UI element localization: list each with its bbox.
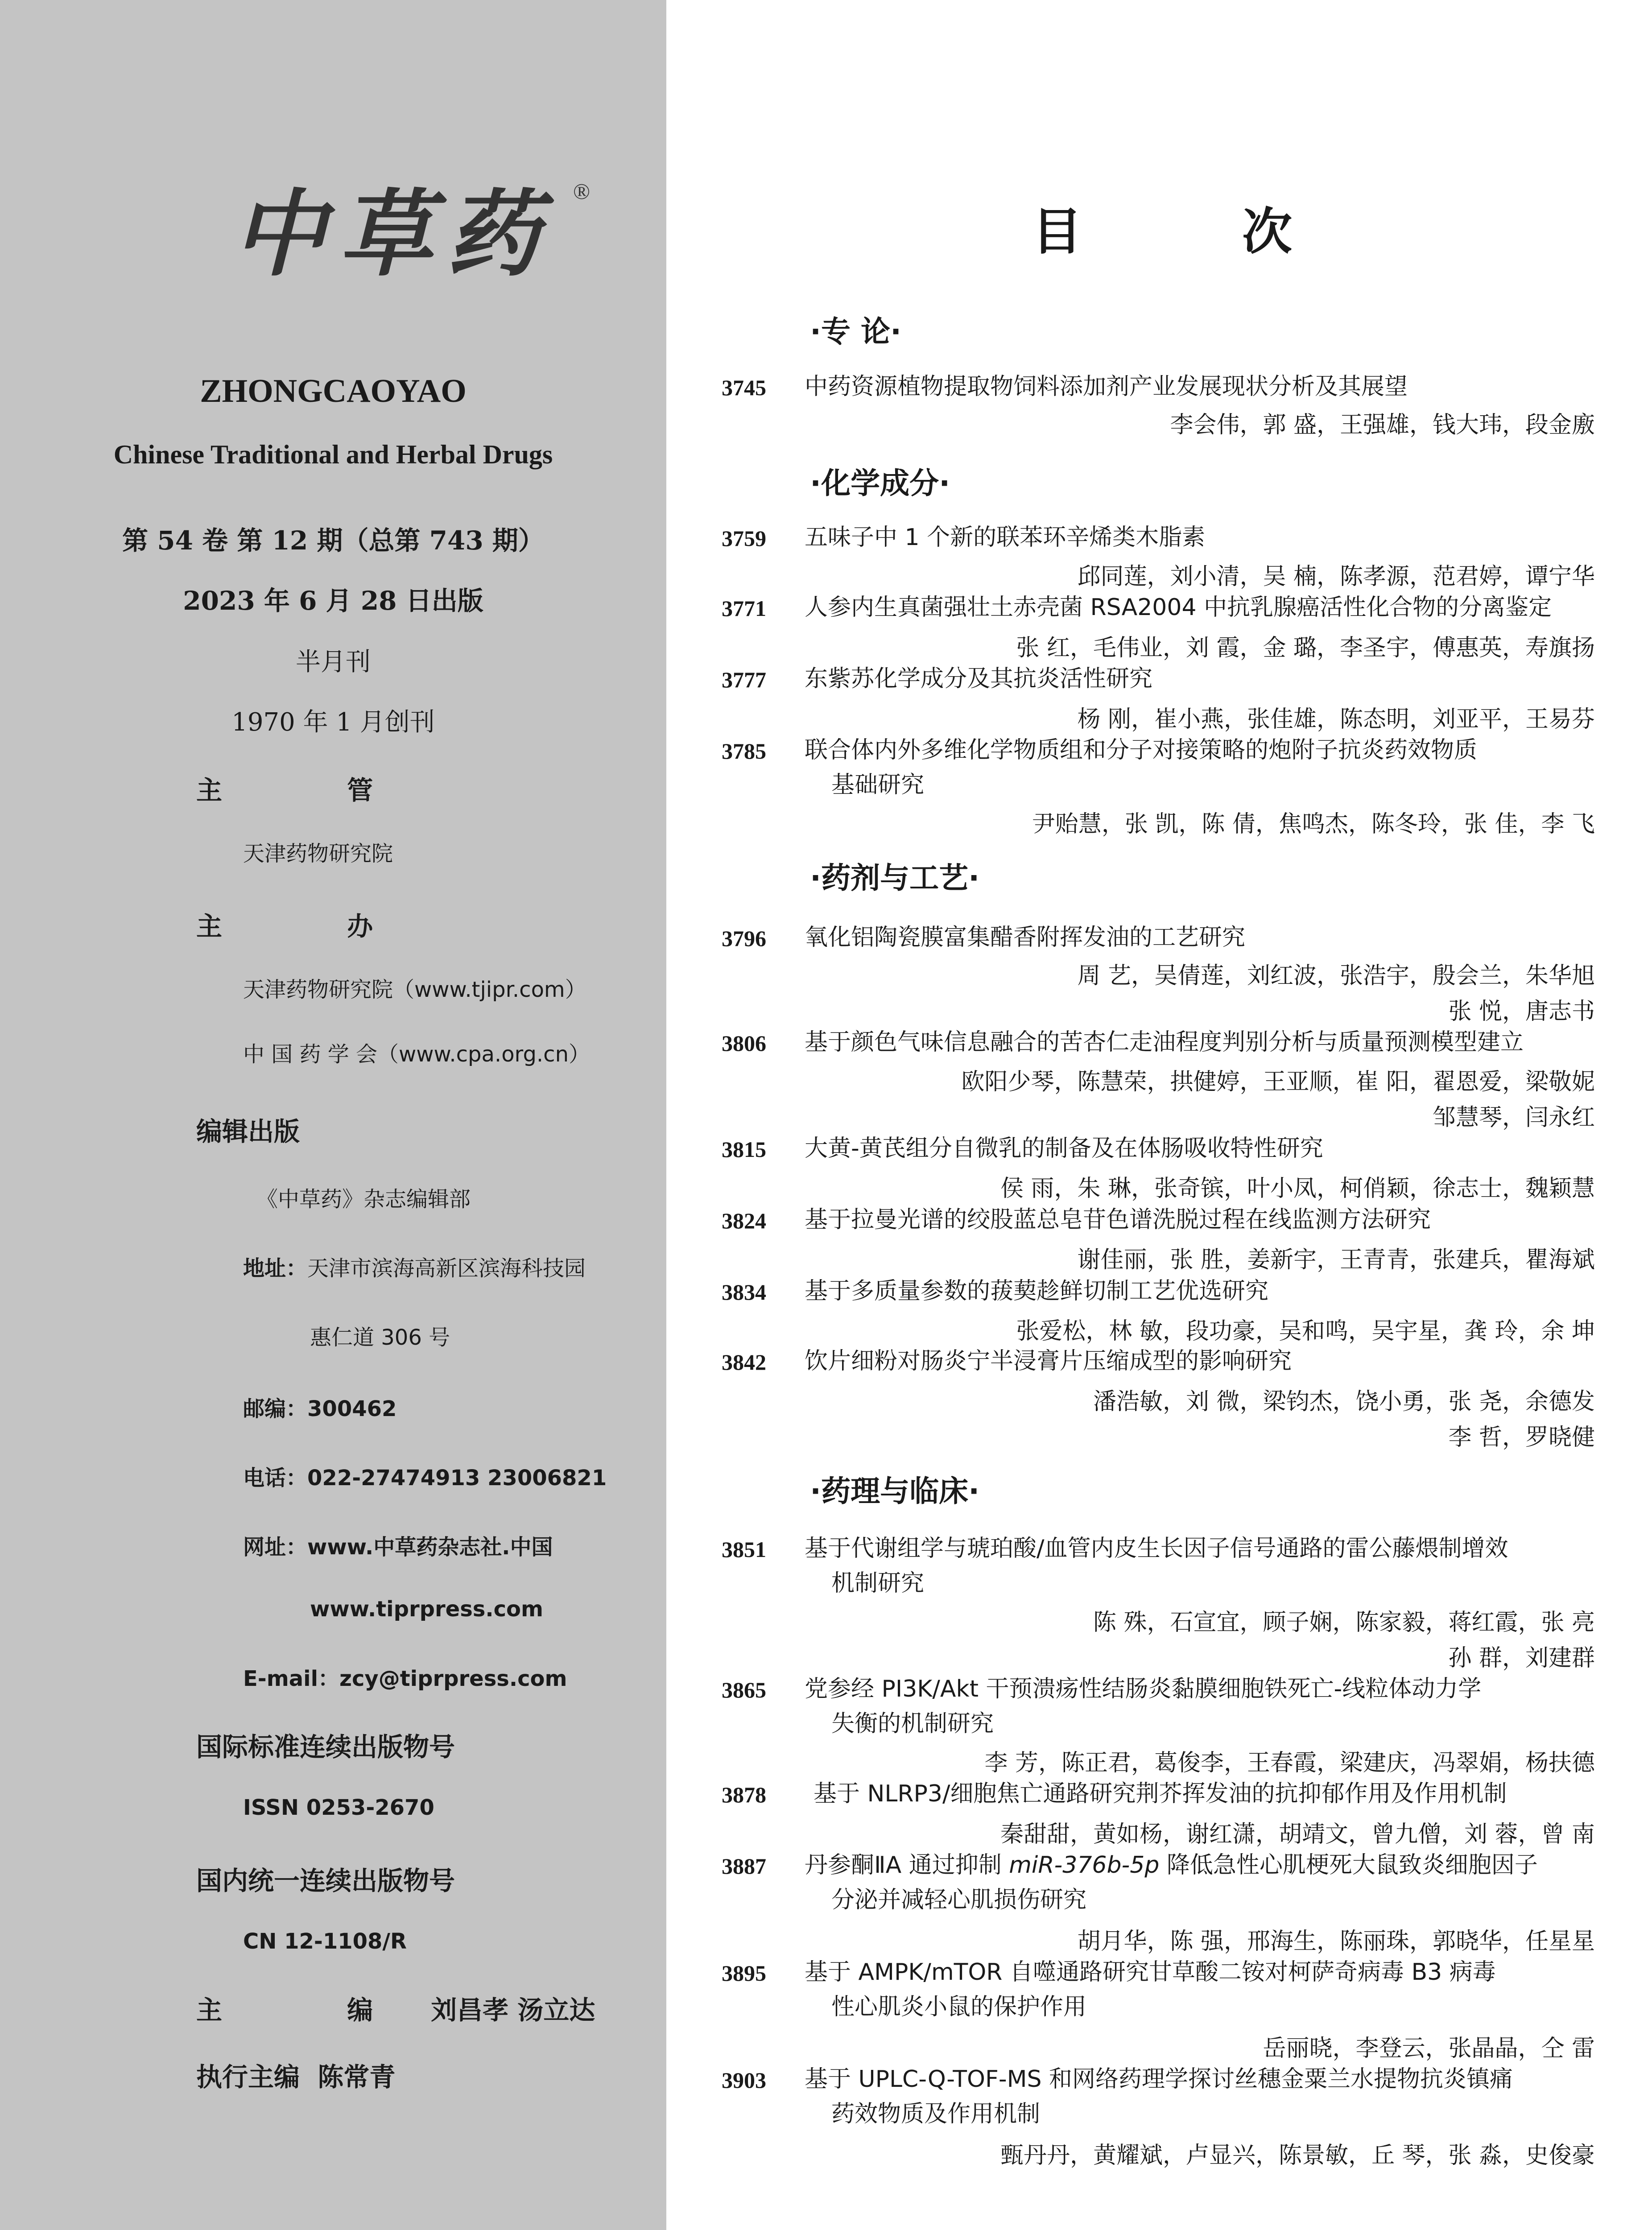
article-title[interactable]: 基于颜色气味信息融合的苦杏仁走油程度判别分析与质量预测模型建立 <box>805 1029 1524 1056</box>
article-authors-cont: 孙 群，刘建群 <box>1448 1645 1595 1672</box>
editorial-dept: 《中草药》杂志编辑部 <box>256 1187 471 1212</box>
page-number: 3895 <box>722 1961 766 1986</box>
address-line-1: 天津市滨海高新区滨海科技园 <box>307 1256 586 1281</box>
issn-label: 国际标准连续出版物号 <box>196 1732 455 1762</box>
article-authors: 潘浩敏，刘 微，梁钧杰，饶小勇，张 尧，余德发 <box>1093 1388 1595 1415</box>
article-title[interactable]: 五味子中 1 个新的联苯环辛烯类木脂素 <box>805 524 1206 551</box>
article-title-cont[interactable]: 失衡的机制研究 <box>831 1710 994 1737</box>
phone-row <box>243 1461 607 1491</box>
title-italic-part: miR-376b-5p <box>1009 1852 1160 1879</box>
web-row <box>243 1530 553 1561</box>
phone-label: 电话： <box>243 1466 308 1491</box>
article-title-cont[interactable]: 基础研究 <box>831 772 925 798</box>
page-number: 3815 <box>722 1137 766 1162</box>
frequency: 半月刊 <box>296 648 371 677</box>
article-authors: 尹贻慧，张 凯，陈 倩，焦鸣杰，陈冬玲，张 佳，李 飞 <box>1032 811 1595 838</box>
article-title[interactable]: 基于多质量参数的菝葜趁鲜切制工艺优选研究 <box>805 1278 1269 1305</box>
page-number: 3759 <box>722 526 766 551</box>
page-number: 3842 <box>722 1350 766 1375</box>
article-title-cont[interactable]: 分泌并减轻心肌损伤研究 <box>831 1887 1087 1913</box>
article-authors: 甄丹丹，黄耀斌，卢显兴，陈景敏，丘 琴，张 淼，史俊豪 <box>1000 2142 1595 2169</box>
table-of-contents <box>666 0 1652 2230</box>
article-title-cont[interactable]: 性心肌炎小鼠的保护作用 <box>831 1994 1087 2020</box>
article-title[interactable]: 饮片细粉对肠炎宁半浸膏片压缩成型的影响研究 <box>805 1348 1292 1375</box>
sponsor-label: 主 办 <box>196 911 431 942</box>
article-title[interactable]: 基于 UPLC-Q-TOF-MS 和网络药理学探讨丝穗金粟兰水提物抗炎镇痛 <box>805 2066 1513 2093</box>
chief-editor-label: 主 编 <box>196 1995 431 2025</box>
cn: CN 12-1108/R <box>243 1929 407 1954</box>
article-title[interactable]: 中药资源植物提取物饲料添加剂产业发展现状分析及其展望 <box>805 373 1408 400</box>
supervisor-label: 主 管 <box>196 775 431 805</box>
page-title: 目 次 <box>1032 203 1363 261</box>
article-authors: 杨 刚，崔小燕，张佳雄，陈态明，刘亚平，王易芬 <box>1077 706 1595 733</box>
postcode: 300462 <box>307 1396 397 1421</box>
founded-date: 1970 年 1 月创刊 <box>231 708 435 737</box>
article-authors: 岳丽晓，李登云，张晶晶，仝 雷 <box>1263 2035 1595 2062</box>
web-2[interactable]: www.tiprpress.com <box>310 1597 544 1622</box>
page-number: 3824 <box>722 1208 766 1233</box>
article-authors: 李会伟，郭 盛，王强雄，钱大玮，段金廒 <box>1170 412 1595 438</box>
address-label: 地址： <box>243 1256 308 1281</box>
exec-editor-row <box>196 2056 395 2094</box>
section-heading-review: ·专 论· <box>810 314 902 349</box>
exec-editor: 陈常青 <box>318 2062 396 2092</box>
email-row <box>243 1661 567 1692</box>
page-number: 3865 <box>722 1677 766 1702</box>
sponsor-2: 中 国 药 学 会（www.cpa.org.cn） <box>243 1042 590 1067</box>
article-title[interactable] <box>805 1847 1545 1883</box>
volume-issue: 第 54 卷 第 12 期（总第 743 期） <box>122 525 544 556</box>
page-number: 3834 <box>722 1280 766 1305</box>
page-number: 3887 <box>722 1854 766 1879</box>
article-title-cont[interactable]: 机制研究 <box>831 1570 925 1597</box>
email[interactable]: zcy@tiprpress.com <box>339 1666 567 1691</box>
article-authors: 李 芳，陈正君，葛俊李，王春霞，梁建庆，冯翠娟，杨扶德 <box>984 1750 1595 1776</box>
postcode-row <box>243 1392 396 1422</box>
exec-editor-label: 执行主编 <box>196 2062 300 2092</box>
article-authors: 张爱松，林 敏，段功豪，吴和鸣，吴宇星，龚 玲，余 坤 <box>1016 1318 1595 1345</box>
article-authors: 周 艺，吴倩莲，刘红波，张浩宇，殷会兰，朱华旭 <box>1077 962 1595 989</box>
publish-date: 2023 年 6 月 28 日出版 <box>183 586 483 616</box>
article-title[interactable]: 基于 AMPK/mTOR 自噬通路研究甘草酸二铵对柯萨奇病毒 B3 病毒 <box>805 1959 1496 1986</box>
web-1[interactable]: www.中草药杂志社.中国 <box>307 1535 553 1560</box>
editor-publisher-label: 编辑出版 <box>196 1116 300 1147</box>
article-title[interactable]: 基于 NLRP3/细胞焦亡通路研究荆芥挥发油的抗抑郁作用及作用机制 <box>814 1780 1507 1807</box>
article-authors: 欧阳少琴，陈慧荣，拱健婷，王亚顺，崔 阳，翟恩爱，梁敬妮 <box>961 1069 1595 1095</box>
address-line-2: 惠仁道 306 号 <box>310 1325 450 1350</box>
page-number: 3806 <box>722 1031 766 1056</box>
title-part: 丹参酮ⅡA 通过抑制 <box>805 1852 1009 1879</box>
registered-mark: ® <box>573 179 590 204</box>
article-authors: 陈 殊，石宣宜，顾子娴，陈家毅，蒋红霞，张 亮 <box>1093 1609 1595 1636</box>
article-title[interactable]: 大黄-黄芪组分自微乳的制备及在体肠吸收特性研究 <box>805 1135 1323 1162</box>
chief-editor: 刘昌孝 汤立达 <box>431 1995 595 2025</box>
issn: ISSN 0253-2670 <box>243 1795 434 1820</box>
chief-editor-row <box>196 1989 595 2027</box>
article-authors: 秦甜甜，黄如杨，谢红潇，胡靖文，曾九僧，刘 蓉，曾 南 <box>1000 1821 1595 1848</box>
postcode-label: 邮编： <box>243 1396 308 1421</box>
article-authors-cont: 李 哲，罗晓健 <box>1448 1424 1595 1451</box>
sponsor-1: 天津药物研究院（www.tjipr.com） <box>243 977 586 1002</box>
title-part: 降低急性心肌梗死大鼠致炎细胞因子 <box>1159 1852 1538 1879</box>
section-heading-pharmaceutics: ·药剂与工艺· <box>810 861 980 895</box>
article-authors: 侯 雨，朱 琳，张奇镔，叶小凤，柯俏颖，徐志士，魏颖慧 <box>1000 1175 1595 1202</box>
masthead-sidebar <box>0 0 666 2230</box>
article-authors-cont: 张 悦，唐志书 <box>1448 998 1595 1025</box>
page-number: 3903 <box>722 2068 766 2093</box>
email-label: E-mail： <box>243 1666 340 1691</box>
article-title[interactable]: 联合体内外多维化学物质组和分子对接策略的炮附子抗炎药效物质 <box>805 737 1478 764</box>
article-authors: 谢佳丽，张 胜，姜新宇，王青青，张建兵，瞿海斌 <box>1077 1247 1595 1273</box>
article-authors: 张 红，毛伟业，刘 霞，金 璐，李圣宇，傅惠英，寿旗扬 <box>1016 635 1595 661</box>
article-title-cont[interactable]: 药效物质及作用机制 <box>831 2101 1041 2127</box>
page-number: 3878 <box>722 1782 766 1807</box>
supervisor: 天津药物研究院 <box>243 841 393 866</box>
cn-label: 国内统一连续出版物号 <box>196 1866 455 1896</box>
article-authors-cont: 邹慧琴，闫永红 <box>1432 1104 1595 1131</box>
section-heading-pharmacology: ·药理与临床· <box>810 1474 980 1508</box>
address-row <box>243 1251 586 1282</box>
article-title[interactable]: 党参经 PI3K/Akt 干预溃疡性结肠炎黏膜细胞铁死亡-线粒体动力学 <box>805 1676 1482 1702</box>
page-number: 3785 <box>722 739 766 764</box>
journal-logo: 中草药 <box>232 179 553 289</box>
page-number: 3745 <box>722 375 766 400</box>
journal-pinyin: ZHONGCAOYAO <box>200 373 467 409</box>
page-number: 3796 <box>722 926 766 951</box>
journal-english-name: Chinese Traditional and Herbal Drugs <box>113 440 553 469</box>
article-title[interactable]: 人参内生真菌强壮土赤壳菌 RSA2004 中抗乳腺癌活性化合物的分离鉴定 <box>805 594 1552 621</box>
article-title[interactable]: 基于代谢组学与琥珀酸/血管内皮生长因子信号通路的雷公藤煨制增效 <box>805 1535 1508 1562</box>
page-number: 3777 <box>722 667 766 692</box>
page-number: 3771 <box>722 596 766 621</box>
article-title[interactable]: 氧化铝陶瓷膜富集醋香附挥发油的工艺研究 <box>805 924 1246 951</box>
page-number: 3851 <box>722 1537 766 1562</box>
article-authors: 胡月华，陈 强，邢海生，陈丽珠，郭晓华，任星星 <box>1077 1928 1595 1955</box>
section-heading-chemistry: ·化学成分· <box>810 466 950 500</box>
phone: 022-27474913 23006821 <box>307 1466 607 1491</box>
web-label: 网址： <box>243 1535 308 1560</box>
article-authors: 邱同莲，刘小清，吴 楠，陈孝源，范君婷，谭宁华 <box>1077 563 1595 590</box>
article-title[interactable]: 东紫苏化学成分及其抗炎活性研究 <box>805 665 1153 692</box>
article-title[interactable]: 基于拉曼光谱的绞股蓝总皂苷色谱洗脱过程在线监测方法研究 <box>805 1206 1431 1233</box>
